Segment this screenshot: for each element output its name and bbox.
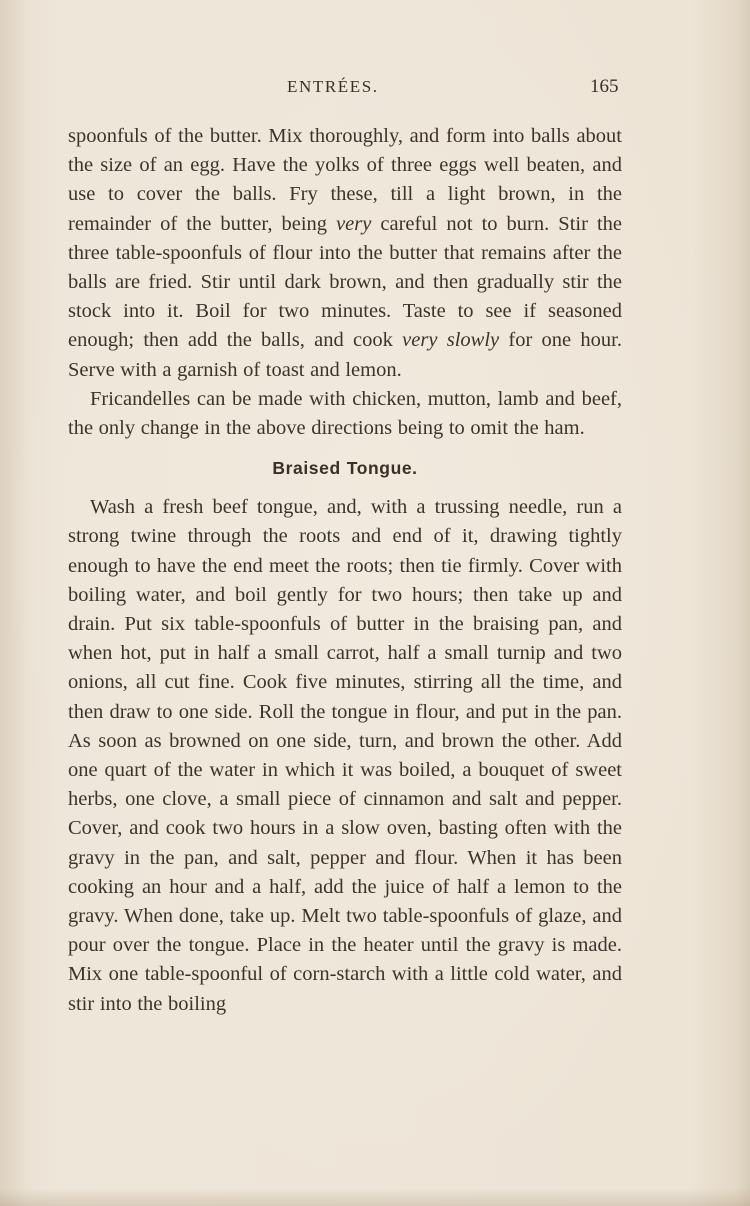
section-heading: Braised Tongue.: [272, 458, 418, 479]
running-head: [0, 72, 750, 102]
running-title: ENTRÉES.: [287, 77, 379, 96]
continued-paragraph: [68, 122, 622, 385]
braised-tongue-paragraph: Wash a fresh beef tongue, and, with a trussing needle, run a strong twine through the roots and end of it, drawing tightly enough to have the end meet the roots; then tie firmly. Cover with boiling water, and boil gently for two hours; then take up and drain. Put six table-spoonfuls of butter in the braising pan, and when hot, put in half a small carrot, half a small turnip and two onions, all cut fine. Cook five minutes, stirring all the time, and then draw to one side. Roll the tongue in flour, and put in the pan. As soon as browned on one side, turn, and brown the other. Add one quart of the water in which it was boiled, a bouquet of sweet herbs, one clove, a small piece of cinnamon and salt and pepper. Cover, and cook two hours in a slow oven, basting often with the gravy in the pan, and salt, pepper and flour. When it has been cooking an hour and a half, add the juice of half a lemon to the gravy. When done, take up. Melt two table-spoonfuls of glaze, and pour over the tongue. Place in the heater until the gravy is made. Mix one table-spoonful of corn-starch with a little cold water, and stir into the boiling: [68, 496, 622, 1015]
paragraph-text: for one hour. Serve with a garnish of toast and lemon.: [68, 329, 622, 381]
paragraph-text: spoonfuls of the butter. Mix thoroughly, and form into balls about the size of an egg. Have the yolks of three eggs well beaten, and use to cover the balls. Fry these, till a light brown, in the remainder of the butter, being: [68, 125, 622, 235]
emphasis-very-slowly: very slowly: [402, 329, 500, 352]
fricandelles-paragraph: Fricandelles can be made with chicken, mutton, lamb and beef, the only change in the above directions being to omit the ham.: [68, 387, 622, 440]
page-number: 165: [590, 76, 619, 97]
emphasis-very: very: [336, 212, 372, 235]
paragraph-text: careful not to burn. Stir the three table-spoonfuls of flour into the butter that remains after the balls are fried. Stir until dark brown, and then gradually stir the stock into it. Boil for two minutes. Taste to see if seasoned enough; then add the balls, and cook: [68, 212, 622, 352]
body-text: [68, 122, 622, 1019]
